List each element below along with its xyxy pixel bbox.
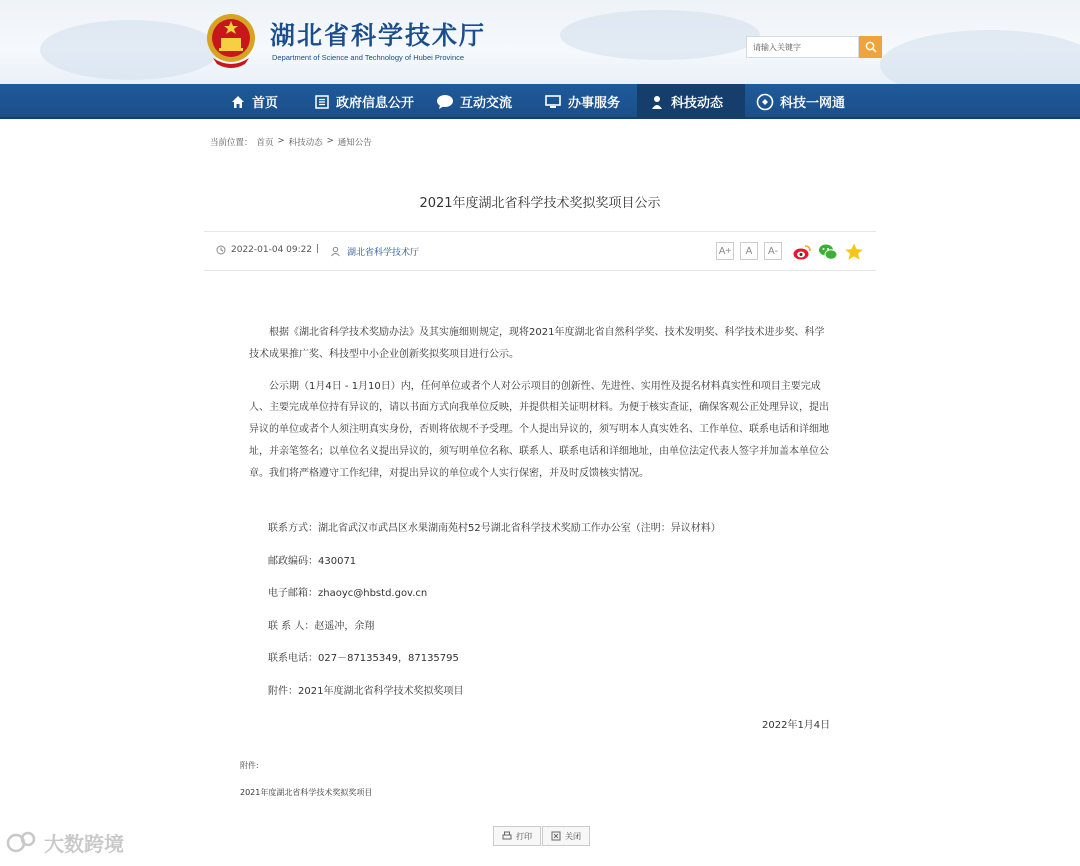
wechat-icon[interactable] bbox=[818, 242, 838, 262]
article-paragraph: 公示期（1月4日 - 1月10日）内，任何单位或者个人对公示项目的创新性、先进性、实用性及提名材料真实性和项目主要完成人、主要完成单位持有异议的，请以书面方式向我单位反映，并提供相关证明材料。为便于核实查证，确保客观公正处理异议，提出异议的单位或者个人须注明真实身份，否则将依规不予受理。个人提出异议的，须写明本人真实姓名、工作单位、联系电话和详细地址，并亲笔签名；以单位名义提出异议的，须写明单位名称、联系人、联系电话和详细地址，由单位法定代表人签字并加盖本单位公章。我们将严格遵守工作纪律，对提出异议的单位或个人实行保密，并及时反馈核实情况。 bbox=[249, 380, 829, 479]
main-nav bbox=[0, 84, 1080, 119]
signature-date: 2022年1月4日 bbox=[762, 720, 831, 731]
nav-label: 首页 bbox=[252, 96, 279, 111]
publish-date-text: 2022-01-04 09:22 bbox=[231, 245, 313, 255]
nav-label: 科技一网通 bbox=[780, 96, 846, 111]
nav-label: 政府信息公开 bbox=[336, 96, 415, 111]
contact-address: 联系方式：湖北省武汉市武昌区水果湖南苑村52号湖北省科学技术奖励工作办公室（注明：异议材料） bbox=[268, 523, 721, 534]
nav-item-services[interactable] bbox=[532, 84, 632, 119]
font-size-default-button[interactable]: A bbox=[740, 242, 758, 260]
national-emblem-icon bbox=[205, 12, 257, 70]
person-icon bbox=[649, 94, 665, 110]
cloud-decoration bbox=[880, 30, 1080, 84]
contact-persons: 联 系 人：赵遥冲，余翔 bbox=[268, 621, 375, 632]
user-icon bbox=[330, 246, 341, 257]
close-button[interactable] bbox=[542, 826, 590, 846]
breadcrumb-separator: > bbox=[277, 136, 285, 146]
watermark-logo-icon bbox=[6, 830, 40, 856]
breadcrumb-item-home[interactable]: 首页 bbox=[256, 138, 274, 148]
article-paragraph: 根据《湖北省科学技术奖励办法》及其实施细则规定，现将2021年度湖北省自然科学奖、技术发明奖、科学技术进步奖、科学技术成果推广奖、科技型中小企业创新奖拟奖项目进行公示。 bbox=[249, 327, 825, 360]
site-subtitle: Department of Science and Technology of Hubei Province bbox=[272, 53, 465, 62]
attachment-line: 附件：2021年度湖北省科学技术奖拟奖项目 bbox=[268, 686, 464, 697]
cloud-decoration bbox=[40, 20, 220, 80]
article-source bbox=[330, 245, 419, 258]
contact-phone: 联系电话：027－87135349，87135795 bbox=[268, 653, 459, 664]
nav-label: 办事服务 bbox=[568, 96, 621, 111]
print-button[interactable] bbox=[493, 826, 541, 846]
watermark bbox=[6, 828, 124, 857]
print-label: 打印 bbox=[516, 831, 532, 841]
nav-item-gov-info[interactable] bbox=[302, 84, 426, 119]
breadcrumb-separator: > bbox=[326, 136, 334, 146]
article-body bbox=[249, 322, 833, 495]
printer-icon bbox=[502, 831, 512, 841]
publish-date bbox=[216, 245, 312, 255]
nav-item-tech-portal[interactable] bbox=[744, 84, 857, 119]
close-label: 关闭 bbox=[565, 831, 581, 841]
breadcrumb-prefix: 当前位置： bbox=[210, 138, 253, 148]
article-source-text: 湖北省科学技术厅 bbox=[347, 248, 420, 258]
weibo-icon[interactable] bbox=[792, 242, 812, 262]
site-header bbox=[0, 0, 1080, 84]
font-size-increase-button[interactable]: A+ bbox=[716, 242, 734, 260]
favorite-star-icon[interactable] bbox=[844, 242, 864, 262]
article-title: 2021年度湖北省科学技术奖拟奖项目公示 bbox=[419, 196, 661, 211]
close-icon bbox=[551, 831, 561, 841]
network-icon bbox=[756, 93, 774, 111]
monitor-icon bbox=[544, 94, 562, 110]
font-size-decrease-button[interactable]: A- bbox=[764, 242, 782, 260]
site-title: 湖北省科学技术厅 bbox=[270, 21, 487, 50]
breadcrumb-item-notices[interactable]: 通知公告 bbox=[337, 138, 372, 148]
attachment-label: 附件: bbox=[240, 761, 259, 770]
contact-email: 电子邮箱：zhaoyc@hbstd.gov.cn bbox=[268, 588, 428, 599]
article-meta-bar bbox=[204, 231, 876, 271]
nav-item-tech-news[interactable] bbox=[637, 84, 745, 119]
nav-item-interaction[interactable] bbox=[424, 84, 524, 119]
search-icon bbox=[865, 41, 877, 53]
meta-separator: | bbox=[316, 244, 320, 254]
breadcrumb-item-tech-news[interactable]: 科技动态 bbox=[288, 138, 323, 148]
breadcrumb bbox=[210, 136, 372, 148]
watermark-text: 大数跨境 bbox=[44, 832, 124, 856]
nav-label: 互动交流 bbox=[460, 96, 513, 111]
nav-item-home[interactable] bbox=[218, 84, 290, 119]
chat-icon bbox=[436, 94, 454, 110]
postcode: 邮政编码：430071 bbox=[268, 556, 357, 567]
search-button[interactable] bbox=[859, 36, 882, 58]
list-icon bbox=[314, 94, 330, 110]
home-icon bbox=[230, 94, 246, 110]
attachment-link[interactable]: 2021年度湖北省科学技术奖拟奖项目 bbox=[240, 788, 373, 797]
nav-label: 科技动态 bbox=[671, 96, 724, 111]
search-input[interactable] bbox=[746, 36, 859, 58]
cloud-decoration bbox=[560, 10, 760, 60]
clock-icon bbox=[216, 245, 226, 255]
